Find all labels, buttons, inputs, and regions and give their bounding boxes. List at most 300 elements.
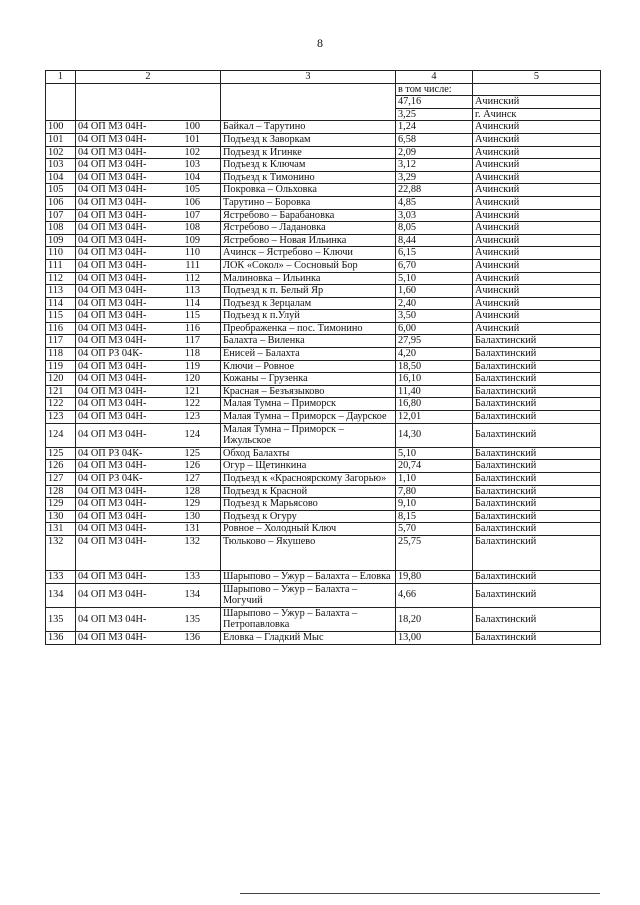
road-name: Малая Тумна – Приморск – Ижульское [221,423,396,447]
road-id-code: 04 ОП МЗ 04Н- [78,247,147,259]
road-length: 18,20 [396,607,473,631]
table-row [46,411,601,424]
road-length: 20,74 [396,460,473,473]
road-length: 1,10 [396,473,473,486]
road-id-number: 111 [185,259,200,271]
road-name: Ястребово – Барабановка [221,209,396,222]
row-number: 108 [46,222,76,235]
district-name: Ачинский [473,285,601,298]
district-name: Ачинский [473,234,601,247]
district-name: Балахтинский [473,510,601,523]
road-id [76,373,221,386]
road-id-number: 128 [184,485,200,497]
table-row [46,583,601,607]
road-id-wrap [78,260,218,272]
row-number: 100 [46,121,76,134]
road-length: 6,58 [396,133,473,146]
row-number: 120 [46,373,76,386]
road-id-wrap [78,498,218,510]
road-id-wrap [78,121,218,133]
row-number: 110 [46,247,76,260]
page-number: 8 [317,36,323,50]
road-name: Ястребово – Новая Ильинка [221,234,396,247]
road-name: Ястребово – Ладановка [221,222,396,235]
row-number: 126 [46,460,76,473]
road-id-code: 04 ОП МЗ 04Н- [78,535,147,547]
intro-district: Ачинский [473,96,601,109]
road-id-wrap [78,386,218,398]
road-length: 6,70 [396,259,473,272]
road-id-number: 121 [184,385,200,397]
district-name: Ачинский [473,184,601,197]
row-number: 123 [46,411,76,424]
road-length: 8,44 [396,234,473,247]
road-id-number: 124 [184,429,200,441]
road-id-number: 100 [184,121,200,133]
table-row [46,184,601,197]
district-name: Балахтинский [473,373,601,386]
road-id-code: 04 ОП МЗ 04Н- [78,322,147,334]
table-row [46,247,601,260]
road-id-code: 04 ОП РЗ 04К- [78,348,143,360]
table-row [46,535,601,570]
road-id-number: 114 [184,297,200,309]
road-id-wrap [78,486,218,498]
row-number: 134 [46,583,76,607]
road-id [76,322,221,335]
road-id [76,247,221,260]
table-row [46,607,601,631]
intro-label: в том числе: [396,83,473,96]
road-id-wrap [78,159,218,171]
road-id-wrap [78,571,218,583]
table-row [46,196,601,209]
road-id [76,523,221,536]
road-id-code: 04 ОП МЗ 04Н- [78,159,147,171]
road-id [76,447,221,460]
district-name: Балахтинский [473,447,601,460]
road-id-code: 04 ОП МЗ 04Н- [78,411,147,423]
road-id [76,196,221,209]
road-id [76,259,221,272]
row-number: 122 [46,398,76,411]
road-id-number: 106 [184,196,200,208]
road-id-wrap [78,172,218,184]
road-name: Тарутино – Боровка [221,196,396,209]
row-number: 111 [46,259,76,272]
road-id-code: 04 ОП МЗ 04Н- [78,385,147,397]
district-name: Ачинский [473,209,601,222]
column-header: 1 [46,71,76,84]
road-length: 3,12 [396,159,473,172]
district-name: Балахтинский [473,411,601,424]
table-row [46,159,601,172]
road-length: 1,60 [396,285,473,298]
road-id [76,133,221,146]
road-id [76,159,221,172]
road-name: Кожаны – Грузенка [221,373,396,386]
road-id-wrap [78,398,218,410]
road-id [76,222,221,235]
bottom-rule [240,893,600,894]
road-id [76,398,221,411]
road-id-wrap [78,247,218,259]
road-id-code: 04 ОП МЗ 04Н- [78,121,147,133]
intro-length: 47,16 [396,96,473,109]
road-id-number: 104 [184,171,200,183]
row-number: 136 [46,631,76,644]
column-header: 3 [221,71,396,84]
district-name: Балахтинский [473,535,601,570]
road-name: Шарыпово – Ужур – Балахта – Могучий [221,583,396,607]
road-id-number: 119 [184,360,200,372]
road-length: 16,80 [396,398,473,411]
road-id [76,234,221,247]
road-id [76,209,221,222]
road-id-wrap [78,298,218,310]
row-number: 121 [46,385,76,398]
district-name: Ачинский [473,121,601,134]
road-id-number: 116 [184,322,200,334]
road-id-code: 04 ОП МЗ 04Н- [78,234,147,246]
column-header: 5 [473,71,601,84]
road-id-code: 04 ОП МЗ 04Н- [78,335,147,347]
road-length: 2,40 [396,297,473,310]
road-id-number: 102 [184,146,200,158]
road-length: 22,88 [396,184,473,197]
road-id-wrap [78,147,218,159]
row-number: 119 [46,360,76,373]
road-length: 14,30 [396,423,473,447]
road-id [76,631,221,644]
road-id-code: 04 ОП МЗ 04Н- [78,485,147,497]
road-length: 13,00 [396,631,473,644]
road-id [76,348,221,361]
road-length: 4,20 [396,348,473,361]
road-name: Подъезд к «Красноярскому Загорью» [221,473,396,486]
table-row [46,473,601,486]
district-name: Ачинский [473,146,601,159]
road-id [76,171,221,184]
table-row [46,523,601,536]
district-name: Ачинский [473,133,601,146]
roads-table [45,70,601,645]
row-number: 127 [46,473,76,486]
road-name: Подъезд к Тимонино [221,171,396,184]
road-name: Балахта – Виленка [221,335,396,348]
district-name: Ачинский [473,247,601,260]
road-id-code: 04 ОП МЗ 04Н- [78,297,147,309]
intro-district: г. Ачинск [473,108,601,121]
row-number: 117 [46,335,76,348]
road-id [76,184,221,197]
table-row [46,385,601,398]
road-id-code: 04 ОП МЗ 04Н- [78,310,147,322]
district-name: Балахтинский [473,498,601,511]
road-length: 11,40 [396,385,473,398]
row-number: 112 [46,272,76,285]
road-id-wrap [78,273,218,285]
row-number: 115 [46,310,76,323]
table-row [46,310,601,323]
district-name: Балахтинский [473,583,601,607]
road-name: Подъезд к Огуру [221,510,396,523]
road-name: Подъезд к п. Белый Яр [221,285,396,298]
road-id-number: 120 [184,373,200,385]
road-id-wrap [78,210,218,222]
road-id-code: 04 ОП МЗ 04Н- [78,523,147,535]
road-id-code: 04 ОП РЗ 04К- [78,473,143,484]
road-id-code: 04 ОП МЗ 04Н- [78,398,147,410]
road-id-wrap [78,448,218,460]
road-id-wrap [78,235,218,247]
row-number: 101 [46,133,76,146]
road-length: 4,85 [396,196,473,209]
column-header: 4 [396,71,473,84]
road-id-code: 04 ОП МЗ 04Н- [78,146,147,158]
row-number: 135 [46,607,76,631]
road-id-code: 04 ОП МЗ 04Н- [78,133,147,145]
road-name: Ровное – Холодный Ключ [221,523,396,536]
table-row [46,222,601,235]
road-id-wrap [78,511,218,523]
road-id-wrap [78,536,218,548]
table-row [46,133,601,146]
district-name: Балахтинский [473,473,601,486]
row-number: 128 [46,485,76,498]
road-id-wrap [78,411,218,423]
road-id-number: 136 [184,631,200,643]
road-length: 6,15 [396,247,473,260]
road-id-wrap [78,632,218,644]
district-name: Балахтинский [473,348,601,361]
road-id [76,460,221,473]
road-id-wrap [78,523,218,535]
table-row [46,121,601,134]
road-name: Огур – Щетинкина [221,460,396,473]
district-name: Ачинский [473,310,601,323]
row-number: 125 [46,447,76,460]
row-number: 105 [46,184,76,197]
road-length: 5,70 [396,523,473,536]
district-name: Балахтинский [473,523,601,536]
road-name: Еловка – Гладкий Мыс [221,631,396,644]
intro-empty-cell [46,83,76,121]
road-id-code: 04 ОП МЗ 04Н- [78,285,147,297]
road-id [76,607,221,631]
district-name: Балахтинский [473,485,601,498]
district-name: Ачинский [473,196,601,209]
road-id [76,310,221,323]
table-row [46,460,601,473]
district-name: Ачинский [473,222,601,235]
road-id [76,297,221,310]
road-name: Преображенка – пос. Тимонино [221,322,396,335]
road-name: Подъезд к Ключам [221,159,396,172]
district-name: Балахтинский [473,607,601,631]
road-id-number: 107 [184,209,200,221]
road-name: Ключи – Ровное [221,360,396,373]
row-number: 130 [46,510,76,523]
road-id-number: 132 [184,535,200,547]
road-id-wrap [78,614,218,626]
road-id [76,510,221,523]
header-row [46,71,601,84]
road-id-code: 04 ОП МЗ 04Н- [78,171,147,183]
road-name: Шарыпово – Ужур – Балахта – Еловка [221,570,396,583]
road-id-number: 115 [184,310,200,322]
road-id-code: 04 ОП МЗ 04Н- [78,222,147,234]
road-id-number: 129 [184,498,200,510]
road-id-number: 122 [184,398,200,410]
road-name: Малая Тумна – Приморск – Даурское [221,411,396,424]
road-id-wrap [78,323,218,335]
road-name: Малиновка – Ильинка [221,272,396,285]
road-length: 9,10 [396,498,473,511]
table-row [46,209,601,222]
road-length: 25,75 [396,535,473,570]
road-length: 18,50 [396,360,473,373]
road-id-number: 135 [184,613,200,625]
road-length: 8,15 [396,510,473,523]
road-name: Красная – Безъязыково [221,385,396,398]
road-id-code: 04 ОП МЗ 04Н- [78,631,147,643]
roads-table-body [46,71,601,645]
road-id-code: 04 ОП МЗ 04Н- [78,613,147,625]
table-row [46,285,601,298]
table-row [46,373,601,386]
table-row [46,171,601,184]
district-name: Ачинский [473,272,601,285]
row-number: 106 [46,196,76,209]
road-id-code: 04 ОП МЗ 04Н- [78,510,147,522]
district-name: Ачинский [473,259,601,272]
road-name: Шарыпово – Ужур – Балахта – Петропавловка [221,607,396,631]
road-id-number: 131 [184,523,200,535]
table-row [46,297,601,310]
road-id-code: 04 ОП МЗ 04Н- [78,360,147,372]
road-id [76,570,221,583]
road-id-wrap [78,361,218,373]
road-id-wrap [78,460,218,472]
table-row [46,447,601,460]
intro-empty-cell [221,83,396,121]
road-id [76,535,221,570]
road-name: Подъезд к Зерцалам [221,297,396,310]
table-row [46,423,601,447]
row-number: 103 [46,159,76,172]
road-length: 6,00 [396,322,473,335]
district-name: Ачинский [473,297,601,310]
row-number: 129 [46,498,76,511]
district-name: Балахтинский [473,570,601,583]
road-length: 4,66 [396,583,473,607]
road-name: Обход Балахты [221,447,396,460]
road-id-number: 103 [184,159,200,171]
table-row [46,398,601,411]
road-id-wrap [78,589,218,601]
road-id-wrap [78,197,218,209]
road-id [76,411,221,424]
district-name: Балахтинский [473,360,601,373]
road-id-number: 126 [184,460,200,472]
district-name: Балахтинский [473,631,601,644]
road-name: Ачинск – Ястребово – Ключи [221,247,396,260]
road-length: 19,80 [396,570,473,583]
table-row [46,146,601,159]
district-name: Балахтинский [473,460,601,473]
table-row [46,272,601,285]
road-id-number: 130 [184,510,200,522]
road-length: 3,03 [396,209,473,222]
road-id [76,272,221,285]
row-number: 102 [46,146,76,159]
intro-row [46,83,601,96]
road-id-code: 04 ОП МЗ 04Н- [78,589,147,601]
intro-district [473,83,601,96]
table-row [46,570,601,583]
road-name: Подъезд к Красной [221,485,396,498]
road-id-number: 113 [184,285,200,297]
district-name: Балахтинский [473,398,601,411]
road-name: Подъезд к Игинке [221,146,396,159]
road-length: 16,10 [396,373,473,386]
road-id-wrap [78,134,218,146]
road-id [76,121,221,134]
road-id-code: 04 ОП РЗ 04К- [78,447,143,459]
road-id-number: 110 [184,247,200,259]
intro-empty-cell [76,83,221,121]
road-length: 3,29 [396,171,473,184]
district-name: Ачинский [473,322,601,335]
road-length: 27,95 [396,335,473,348]
row-number: 132 [46,535,76,570]
district-name: Балахтинский [473,385,601,398]
district-name: Ачинский [473,159,601,172]
road-name: Подъезд к Заворкам [221,133,396,146]
table-row [46,631,601,644]
row-number: 109 [46,234,76,247]
road-id-number: 101 [184,133,200,145]
table-row [46,510,601,523]
road-id-code: 04 ОП МЗ 04Н- [78,209,147,221]
district-name: Балахтинский [473,335,601,348]
road-id-number: 108 [184,222,200,234]
road-id-number: 112 [184,272,200,284]
road-id-code: 04 ОП МЗ 04Н- [78,272,147,284]
road-length: 5,10 [396,272,473,285]
road-id-code: 04 ОП МЗ 04Н- [78,259,147,271]
road-id-code: 04 ОП МЗ 04Н- [78,373,147,385]
road-id-number: 118 [184,348,200,360]
road-id-code: 04 ОП МЗ 04Н- [78,196,147,208]
road-length: 12,01 [396,411,473,424]
table-row [46,234,601,247]
road-id-wrap [78,335,218,347]
road-id-wrap [78,310,218,322]
road-name: Подъезд к Марьясово [221,498,396,511]
district-name: Балахтинский [473,423,601,447]
table-row [46,259,601,272]
road-id-number: 125 [184,447,200,459]
road-length: 3,50 [396,310,473,323]
row-number: 131 [46,523,76,536]
road-id [76,583,221,607]
road-id-code: 04 ОП МЗ 04Н- [78,498,147,510]
road-name: Енисей – Балахта [221,348,396,361]
row-number: 104 [46,171,76,184]
row-number: 113 [46,285,76,298]
